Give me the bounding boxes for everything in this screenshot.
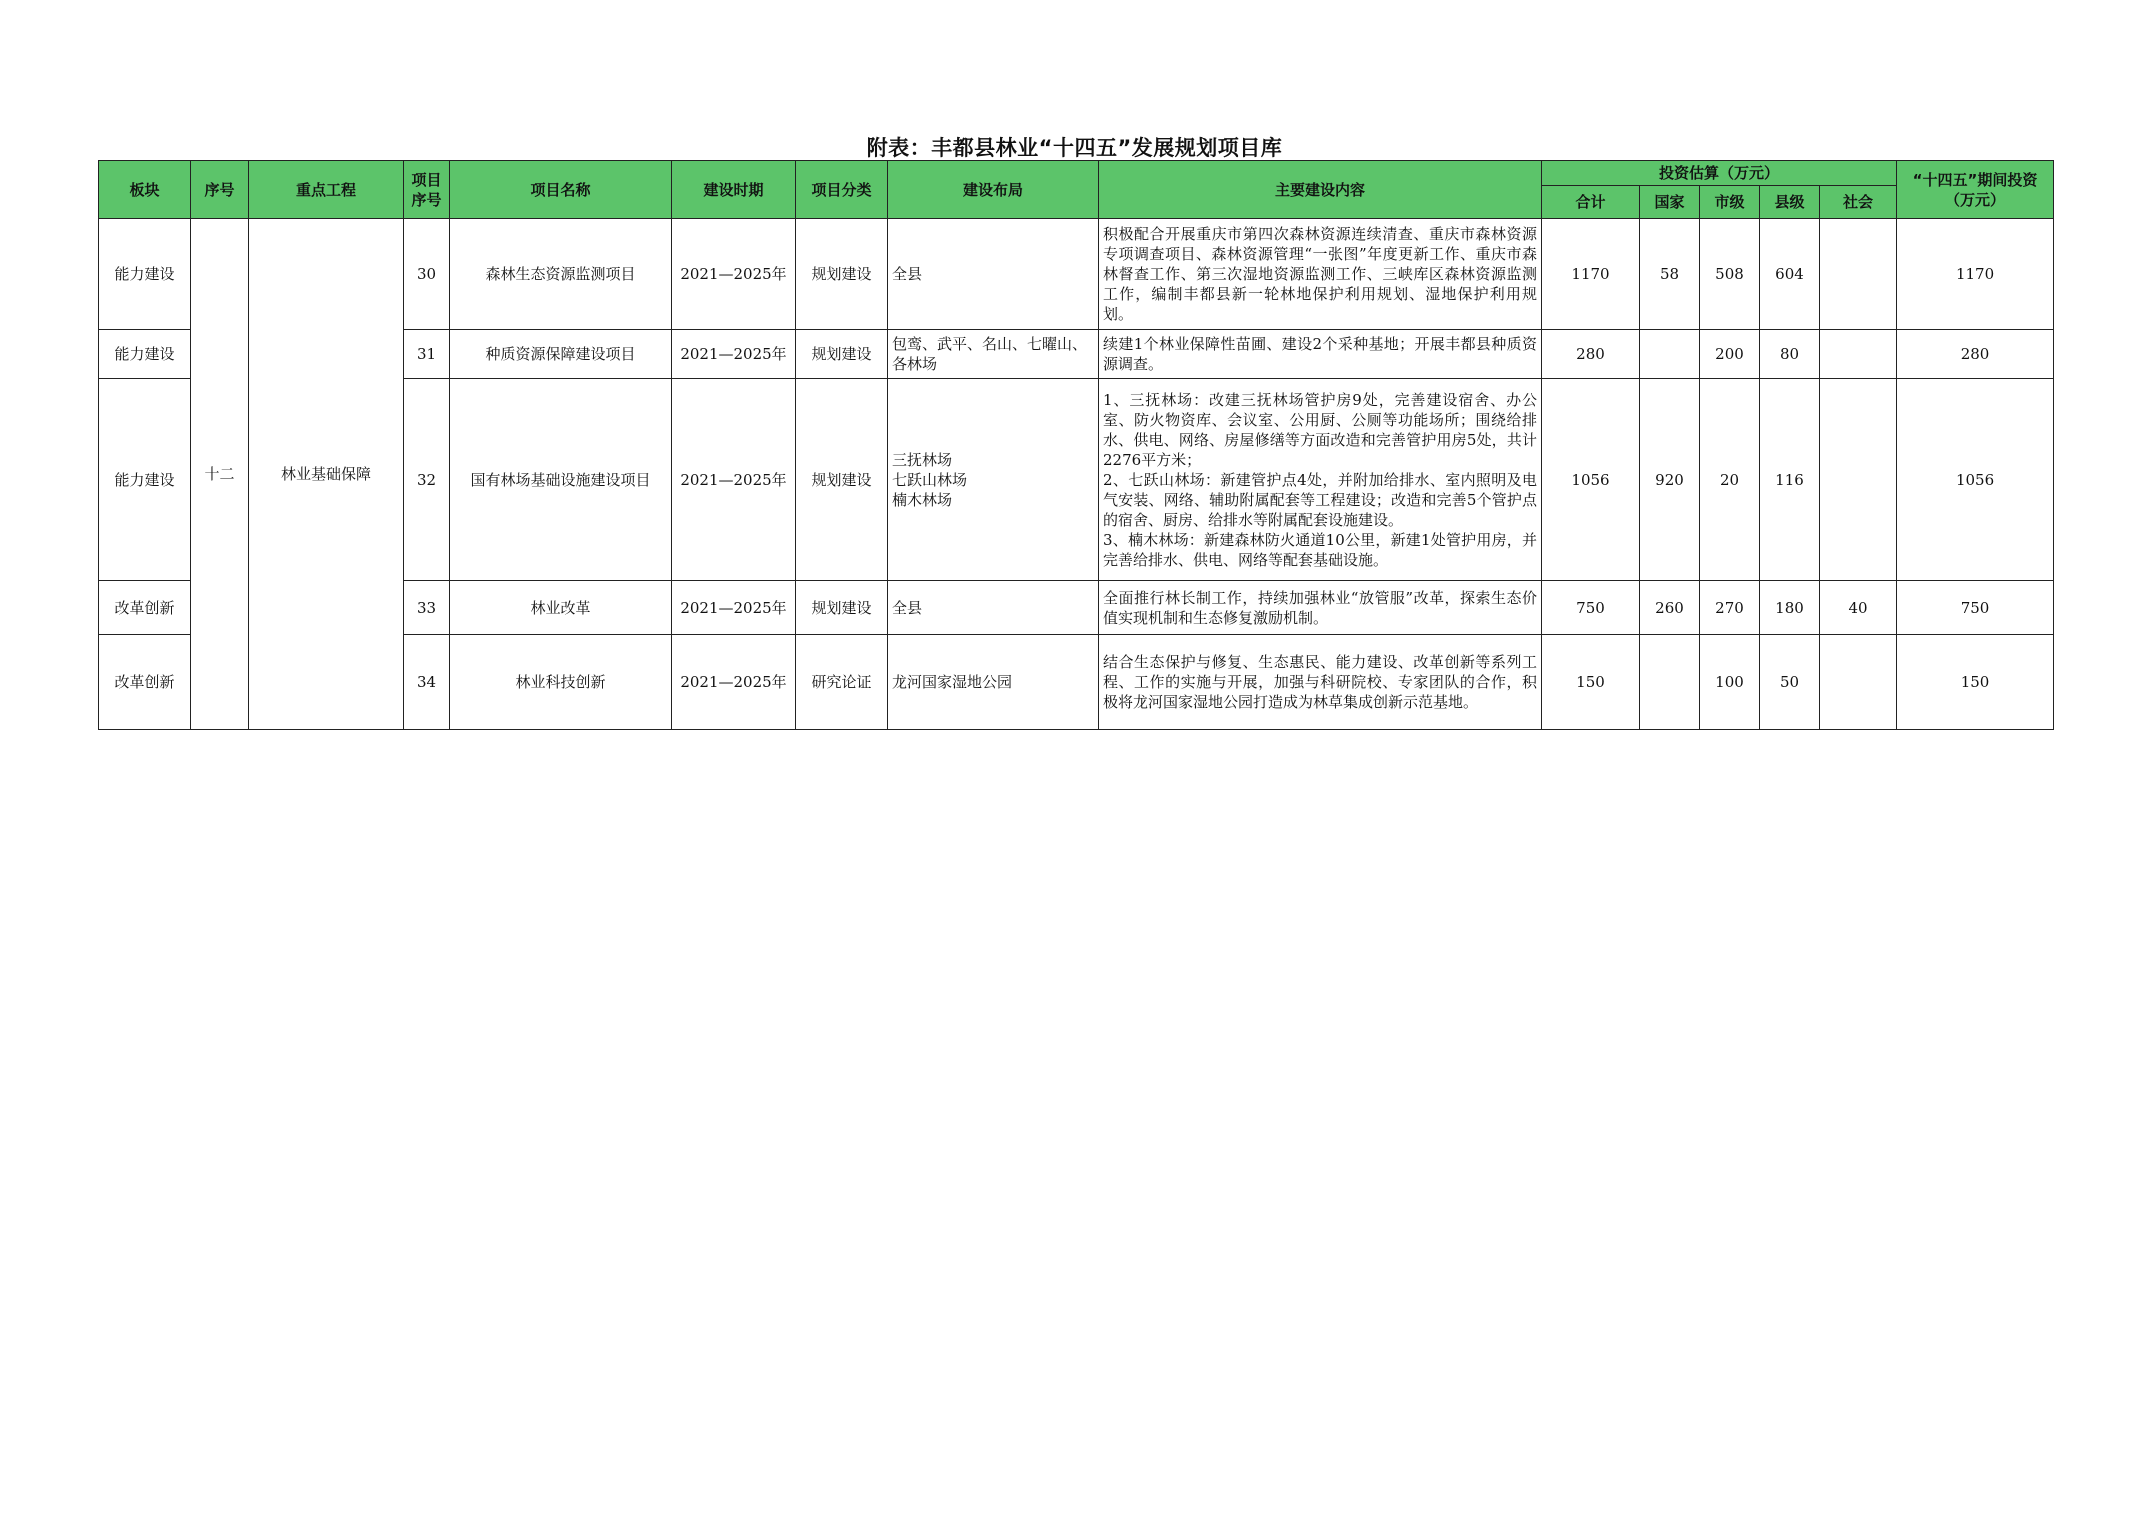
cell-project-name: 森林生态资源监测项目	[450, 219, 672, 330]
header-investment: 投资估算（万元）	[1542, 161, 1897, 186]
project-table	[98, 160, 2054, 730]
cell-content: 续建1个林业保障性苗圃、建设2个采种基地；开展丰都县种质资源调查。	[1099, 330, 1542, 379]
cell-inv-total: 750	[1542, 581, 1640, 635]
cell-sector: 改革创新	[99, 635, 191, 730]
header-seq: 序号	[191, 161, 249, 219]
cell-inv-city: 508	[1700, 219, 1760, 330]
table-row	[99, 219, 2054, 330]
cell-content: 结合生态保护与修复、生态惠民、能力建设、改革创新等系列工程、工作的实施与开展，加强与科研院校、专家团队的合作，积极将龙河国家湿地公园打造成为林草集成创新示范基地。	[1099, 635, 1542, 730]
cell-project-name: 国有林场基础设施建设项目	[450, 379, 672, 581]
cell-inv-county: 180	[1760, 581, 1820, 635]
cell-inv-county: 50	[1760, 635, 1820, 730]
cell-category: 研究论证	[796, 635, 888, 730]
cell-period: 2021—2025年	[672, 581, 796, 635]
cell-inv-city: 270	[1700, 581, 1760, 635]
cell-project-name: 种质资源保障建设项目	[450, 330, 672, 379]
header-inv-county: 县级	[1760, 186, 1820, 219]
cell-period-invest: 150	[1897, 635, 2054, 730]
cell-inv-national	[1640, 635, 1700, 730]
header-content: 主要建设内容	[1099, 161, 1542, 219]
cell-sector: 改革创新	[99, 581, 191, 635]
cell-layout: 三抚林场 七跃山林场 楠木林场	[888, 379, 1099, 581]
header-inv-city: 市级	[1700, 186, 1760, 219]
header-inv-total: 合计	[1542, 186, 1640, 219]
cell-inv-national: 920	[1640, 379, 1700, 581]
cell-sector: 能力建设	[99, 379, 191, 581]
cell-inv-county: 80	[1760, 330, 1820, 379]
cell-content: 积极配合开展重庆市第四次森林资源连续清查、重庆市森林资源专项调查项目、森林资源管理“一张图”年度更新工作、重庆市森林督查工作、第三次湿地资源监测工作、三峡库区森林资源监测工作，编制丰都县新一轮林地保护利用规划、湿地保护利用规划。	[1099, 219, 1542, 330]
cell-project-no: 32	[404, 379, 450, 581]
cell-inv-city: 100	[1700, 635, 1760, 730]
cell-period-invest: 1056	[1897, 379, 2054, 581]
cell-period: 2021—2025年	[672, 379, 796, 581]
cell-period-invest: 280	[1897, 330, 2054, 379]
cell-project-name: 林业改革	[450, 581, 672, 635]
cell-inv-social: 40	[1820, 581, 1897, 635]
cell-project-no: 31	[404, 330, 450, 379]
cell-inv-social	[1820, 330, 1897, 379]
cell-project-name: 林业科技创新	[450, 635, 672, 730]
cell-project-no: 34	[404, 635, 450, 730]
header-layout: 建设布局	[888, 161, 1099, 219]
cell-period-invest: 750	[1897, 581, 2054, 635]
cell-project-no: 33	[404, 581, 450, 635]
cell-inv-social	[1820, 635, 1897, 730]
cell-inv-city: 20	[1700, 379, 1760, 581]
cell-project-no: 30	[404, 219, 450, 330]
cell-period: 2021—2025年	[672, 635, 796, 730]
cell-inv-total: 280	[1542, 330, 1640, 379]
cell-category: 规划建设	[796, 330, 888, 379]
header-period: 建设时期	[672, 161, 796, 219]
cell-layout: 全县	[888, 219, 1099, 330]
header-period-invest: “十四五”期间投资（万元）	[1897, 161, 2054, 219]
cell-inv-total: 1056	[1542, 379, 1640, 581]
cell-group-seq: 十二	[191, 219, 249, 730]
cell-inv-total: 150	[1542, 635, 1640, 730]
cell-sector: 能力建设	[99, 330, 191, 379]
header-project-name: 项目名称	[450, 161, 672, 219]
cell-sector: 能力建设	[99, 219, 191, 330]
header-key-project: 重点工程	[249, 161, 404, 219]
header-project-no: 项目序号	[404, 161, 450, 219]
cell-inv-social	[1820, 379, 1897, 581]
cell-group-key-project: 林业基础保障	[249, 219, 404, 730]
page-title: 附表：丰都县林业“十四五”发展规划项目库	[866, 136, 1283, 160]
cell-inv-city: 200	[1700, 330, 1760, 379]
cell-period: 2021—2025年	[672, 330, 796, 379]
cell-category: 规划建设	[796, 379, 888, 581]
cell-period: 2021—2025年	[672, 219, 796, 330]
header-sector: 板块	[99, 161, 191, 219]
header-category: 项目分类	[796, 161, 888, 219]
cell-content: 全面推行林长制工作，持续加强林业“放管服”改革，探索生态价值实现机制和生态修复激励机制。	[1099, 581, 1542, 635]
cell-category: 规划建设	[796, 581, 888, 635]
header-inv-national: 国家	[1640, 186, 1700, 219]
cell-inv-national	[1640, 330, 1700, 379]
cell-inv-social	[1820, 219, 1897, 330]
header-inv-social: 社会	[1820, 186, 1897, 219]
cell-category: 规划建设	[796, 219, 888, 330]
cell-layout: 全县	[888, 581, 1099, 635]
cell-inv-county: 604	[1760, 219, 1820, 330]
cell-layout: 龙河国家湿地公园	[888, 635, 1099, 730]
cell-inv-total: 1170	[1542, 219, 1640, 330]
cell-layout: 包鸾、武平、名山、七曜山、各林场	[888, 330, 1099, 379]
cell-content: 1、三抚林场：改建三抚林场管护房9处，完善建设宿舍、办公室、防火物资库、会议室、公用厨、公厕等功能场所；围绕给排水、供电、网络、房屋修缮等方面改造和完善管护用房5处，共计2276平方米； 2、七跃山林场：新建管护点4处，并附加给排水、室内照明及电气安装、网络、辅助附属配套等工程建设；改造和完善5个管护点的宿舍、厨房、给排水等附属配套设施建设。 3、楠木林场：新建森林防火通道10公里，新建1处管护用房，并完善给排水、供电、网络等配套基础设施。	[1099, 379, 1542, 581]
cell-inv-national: 260	[1640, 581, 1700, 635]
cell-inv-national: 58	[1640, 219, 1700, 330]
cell-period-invest: 1170	[1897, 219, 2054, 330]
cell-inv-county: 116	[1760, 379, 1820, 581]
